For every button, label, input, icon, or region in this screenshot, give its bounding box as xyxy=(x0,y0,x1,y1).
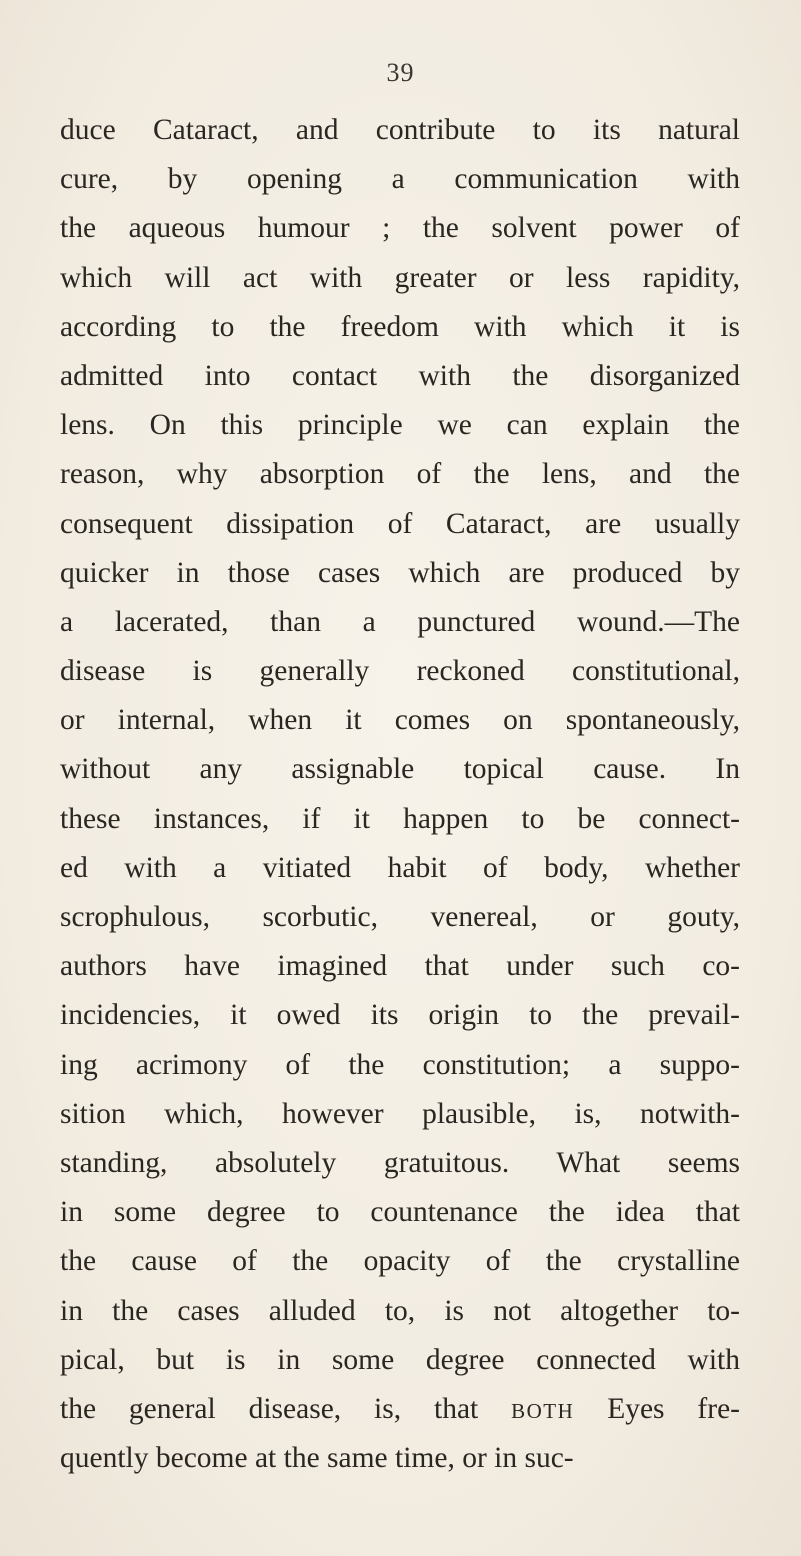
text-line: without any assignable topical cause. In xyxy=(60,753,740,786)
text-line: incidencies, it owed its origin to the prevail- xyxy=(60,999,740,1032)
text-line: reason, why absorption of the lens, and the xyxy=(60,458,740,491)
text-line: cure, by opening a communication with xyxy=(60,163,740,196)
text-line: or internal, when it comes on spontaneously, xyxy=(60,704,740,737)
page-number: 39 xyxy=(386,58,415,87)
text-line: the cause of the opacity of the crystalline xyxy=(60,1245,740,1278)
text-line: a lacerated, than a punctured wound.—The xyxy=(60,605,740,638)
text-line: authors have imagined that under such co- xyxy=(60,950,740,983)
text-line: disease is generally reckoned constitutional, xyxy=(60,655,740,688)
text-segment: Eyes fre- xyxy=(607,1392,740,1425)
text-line: in the cases alluded to, is not altogether to- xyxy=(60,1294,740,1327)
text-line: quicker in those cases which are produced by xyxy=(60,556,740,589)
text-line-mixed xyxy=(60,1385,740,1434)
text-line: quently become at the same time, or in suc- xyxy=(60,1442,574,1475)
text-line: lens. On this principle we can explain the xyxy=(60,409,740,442)
small-caps-word: both xyxy=(511,1392,575,1425)
text-line: admitted into contact with the disorganized xyxy=(60,359,740,392)
text-line: ing acrimony of the constitution; a suppo- xyxy=(60,1048,740,1081)
text-line: the aqueous humour ; the solvent power of xyxy=(60,212,740,245)
text-line: ed with a vitiated habit of body, whether xyxy=(60,851,740,884)
text-line: scrophulous, scorbutic, venereal, or gouty, xyxy=(60,901,740,933)
text-line: consequent dissipation of Cataract, are usually xyxy=(60,507,740,540)
text-line: these instances, if it happen to be connect- xyxy=(60,802,740,835)
text-line: pical, but is in some degree connected with xyxy=(60,1343,740,1376)
text-line: in some degree to countenance the idea that xyxy=(60,1196,740,1229)
text-line: duce Cataract, and contribute to its natural xyxy=(60,114,740,146)
body-text xyxy=(60,106,740,1483)
text-line: sition which, however plausible, is, notwith- xyxy=(60,1097,740,1130)
text-line: according to the freedom with which it is xyxy=(60,310,740,343)
text-line: standing, absolutely gratuitous. What seems xyxy=(60,1146,740,1179)
text-segment: the general disease, is, that xyxy=(60,1392,479,1425)
text-line: which will act with greater or less rapidity, xyxy=(60,261,740,294)
